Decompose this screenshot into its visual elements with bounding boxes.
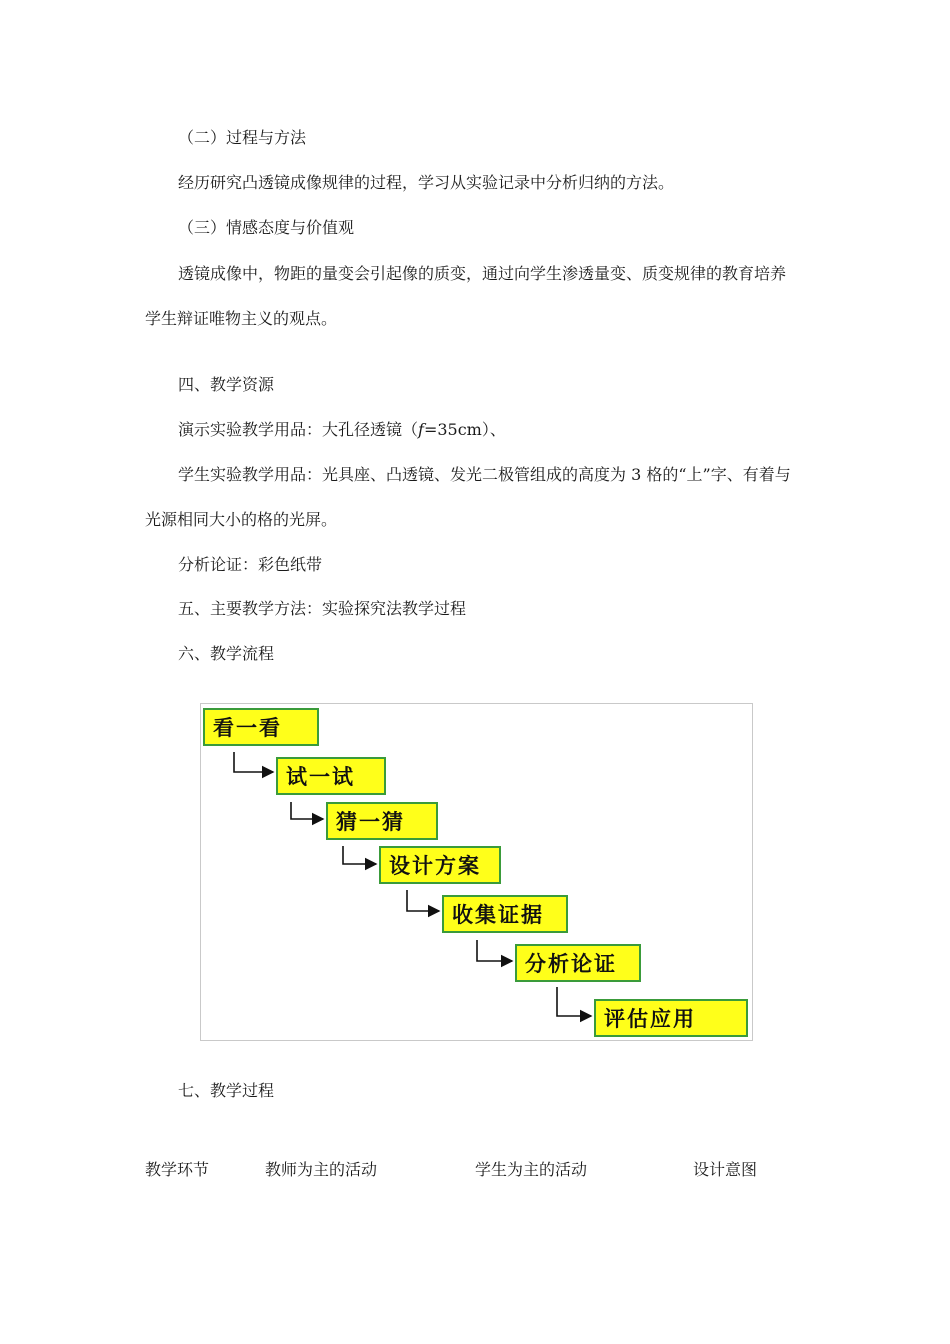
flow-step-analyze-argue: 分析论证 [515, 944, 641, 982]
flow-step-look: 看一看 [203, 708, 319, 746]
section-heading-flow: 六、教学流程 [178, 644, 275, 663]
table-header-student-activity: 学生为主的活动 [475, 1160, 588, 1179]
flow-connectors [201, 704, 752, 1040]
paragraph-student-materials-line-2: 光源相同大小的格的光屏。 [145, 510, 338, 529]
section-heading-resources: 四、教学资源 [178, 375, 275, 394]
flow-step-design-plan: 设计方案 [379, 846, 501, 884]
section-heading-process-method: （二）过程与方法 [178, 128, 307, 147]
section-heading-process: 七、教学过程 [178, 1081, 275, 1100]
flow-arrow-2 [291, 802, 323, 819]
section-heading-emotion-values: （三）情感态度与价值观 [178, 218, 355, 237]
flow-step-try: 试一试 [276, 757, 386, 795]
flow-step-evaluate-apply: 评估应用 [594, 999, 748, 1037]
flow-arrow-6 [557, 987, 591, 1016]
paragraph-student-materials-line-1: 学生实验教学用品：光具座、凸透镜、发光二极管组成的高度为 3 格的“上”字、有着与 [178, 465, 791, 484]
teaching-flow-diagram [200, 703, 753, 1041]
flow-step-guess: 猜一猜 [326, 802, 438, 840]
section-heading-methods: 五、主要教学方法：实验探究法教学过程 [178, 599, 467, 618]
paragraph-process-method: 经历研究凸透镜成像规律的过程，学习从实验记录中分析归纳的方法。 [178, 173, 675, 192]
table-header-design-intent: 设计意图 [693, 1160, 758, 1179]
flow-arrow-5 [477, 940, 512, 961]
flow-arrow-1 [234, 752, 273, 772]
paragraph-demo-materials: 演示实验教学用品：大孔径透镜（f=35cm）、 [178, 420, 506, 439]
paragraph-emotion-line-2: 学生辩证唯物主义的观点。 [145, 309, 338, 328]
flow-arrow-3 [343, 846, 376, 864]
table-header-teacher-activity: 教师为主的活动 [265, 1160, 378, 1179]
paragraph-analysis-materials: 分析论证：彩色纸带 [178, 555, 323, 574]
table-header-stage: 教学环节 [145, 1160, 210, 1179]
paragraph-emotion-line-1: 透镜成像中，物距的量变会引起像的质变，通过向学生渗透量变、质变规律的教育培养 [178, 264, 787, 283]
flow-step-collect-evidence: 收集证据 [442, 895, 568, 933]
flow-arrow-4 [407, 890, 439, 911]
